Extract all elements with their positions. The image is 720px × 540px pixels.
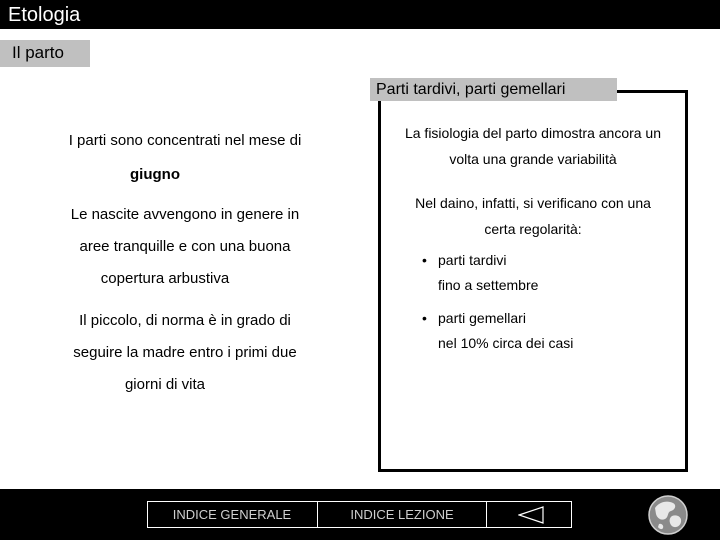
- top-bar: [0, 0, 720, 29]
- box-paragraph-line: La fisiologia del parto dimostra ancora un: [404, 125, 662, 141]
- app-title: Etologia: [8, 4, 81, 26]
- back-triangle-icon[interactable]: [518, 506, 544, 524]
- left-text-line: I parti sono concentrati nel mese di: [68, 132, 302, 149]
- box-title: Parti tardivi, parti gemellari: [376, 81, 566, 98]
- box-paragraph-line: volta una grande variabilità: [449, 151, 617, 167]
- box-title-tab: [370, 78, 617, 101]
- box-paragraph-line: Nel daino, infatti, si verificano con una: [415, 195, 651, 211]
- left-text-line: seguire la madre entro i primi due: [73, 344, 297, 361]
- box-paragraph-line: certa regolarità:: [484, 221, 582, 237]
- bullet-icon: •: [422, 252, 427, 268]
- bullet-icon: •: [422, 310, 427, 326]
- left-text-line: giugno: [130, 166, 180, 183]
- bullet-item-detail: nel 10% circa dei casi: [438, 335, 574, 351]
- nav-divider: [486, 501, 487, 528]
- globe-logo-icon: [647, 494, 689, 536]
- left-text-line: copertura arbustiva: [100, 270, 230, 287]
- left-text-line: Le nascite avvengono in genere in: [70, 206, 300, 223]
- index-general-button[interactable]: INDICE GENERALE: [172, 507, 292, 522]
- section-tab: [0, 40, 90, 67]
- left-text-line: aree tranquille e con una buona: [79, 238, 291, 255]
- bullet-item-detail: fino a settembre: [438, 277, 539, 293]
- index-lesson-button[interactable]: INDICE LEZIONE: [350, 507, 454, 522]
- left-text-line: Il piccolo, di norma è in grado di: [79, 312, 291, 329]
- section-label: Il parto: [12, 43, 64, 62]
- bullet-item-label: parti gemellari: [438, 310, 526, 326]
- left-text-line: giorni di vita: [124, 376, 206, 393]
- bullet-item-label: parti tardivi: [438, 252, 507, 268]
